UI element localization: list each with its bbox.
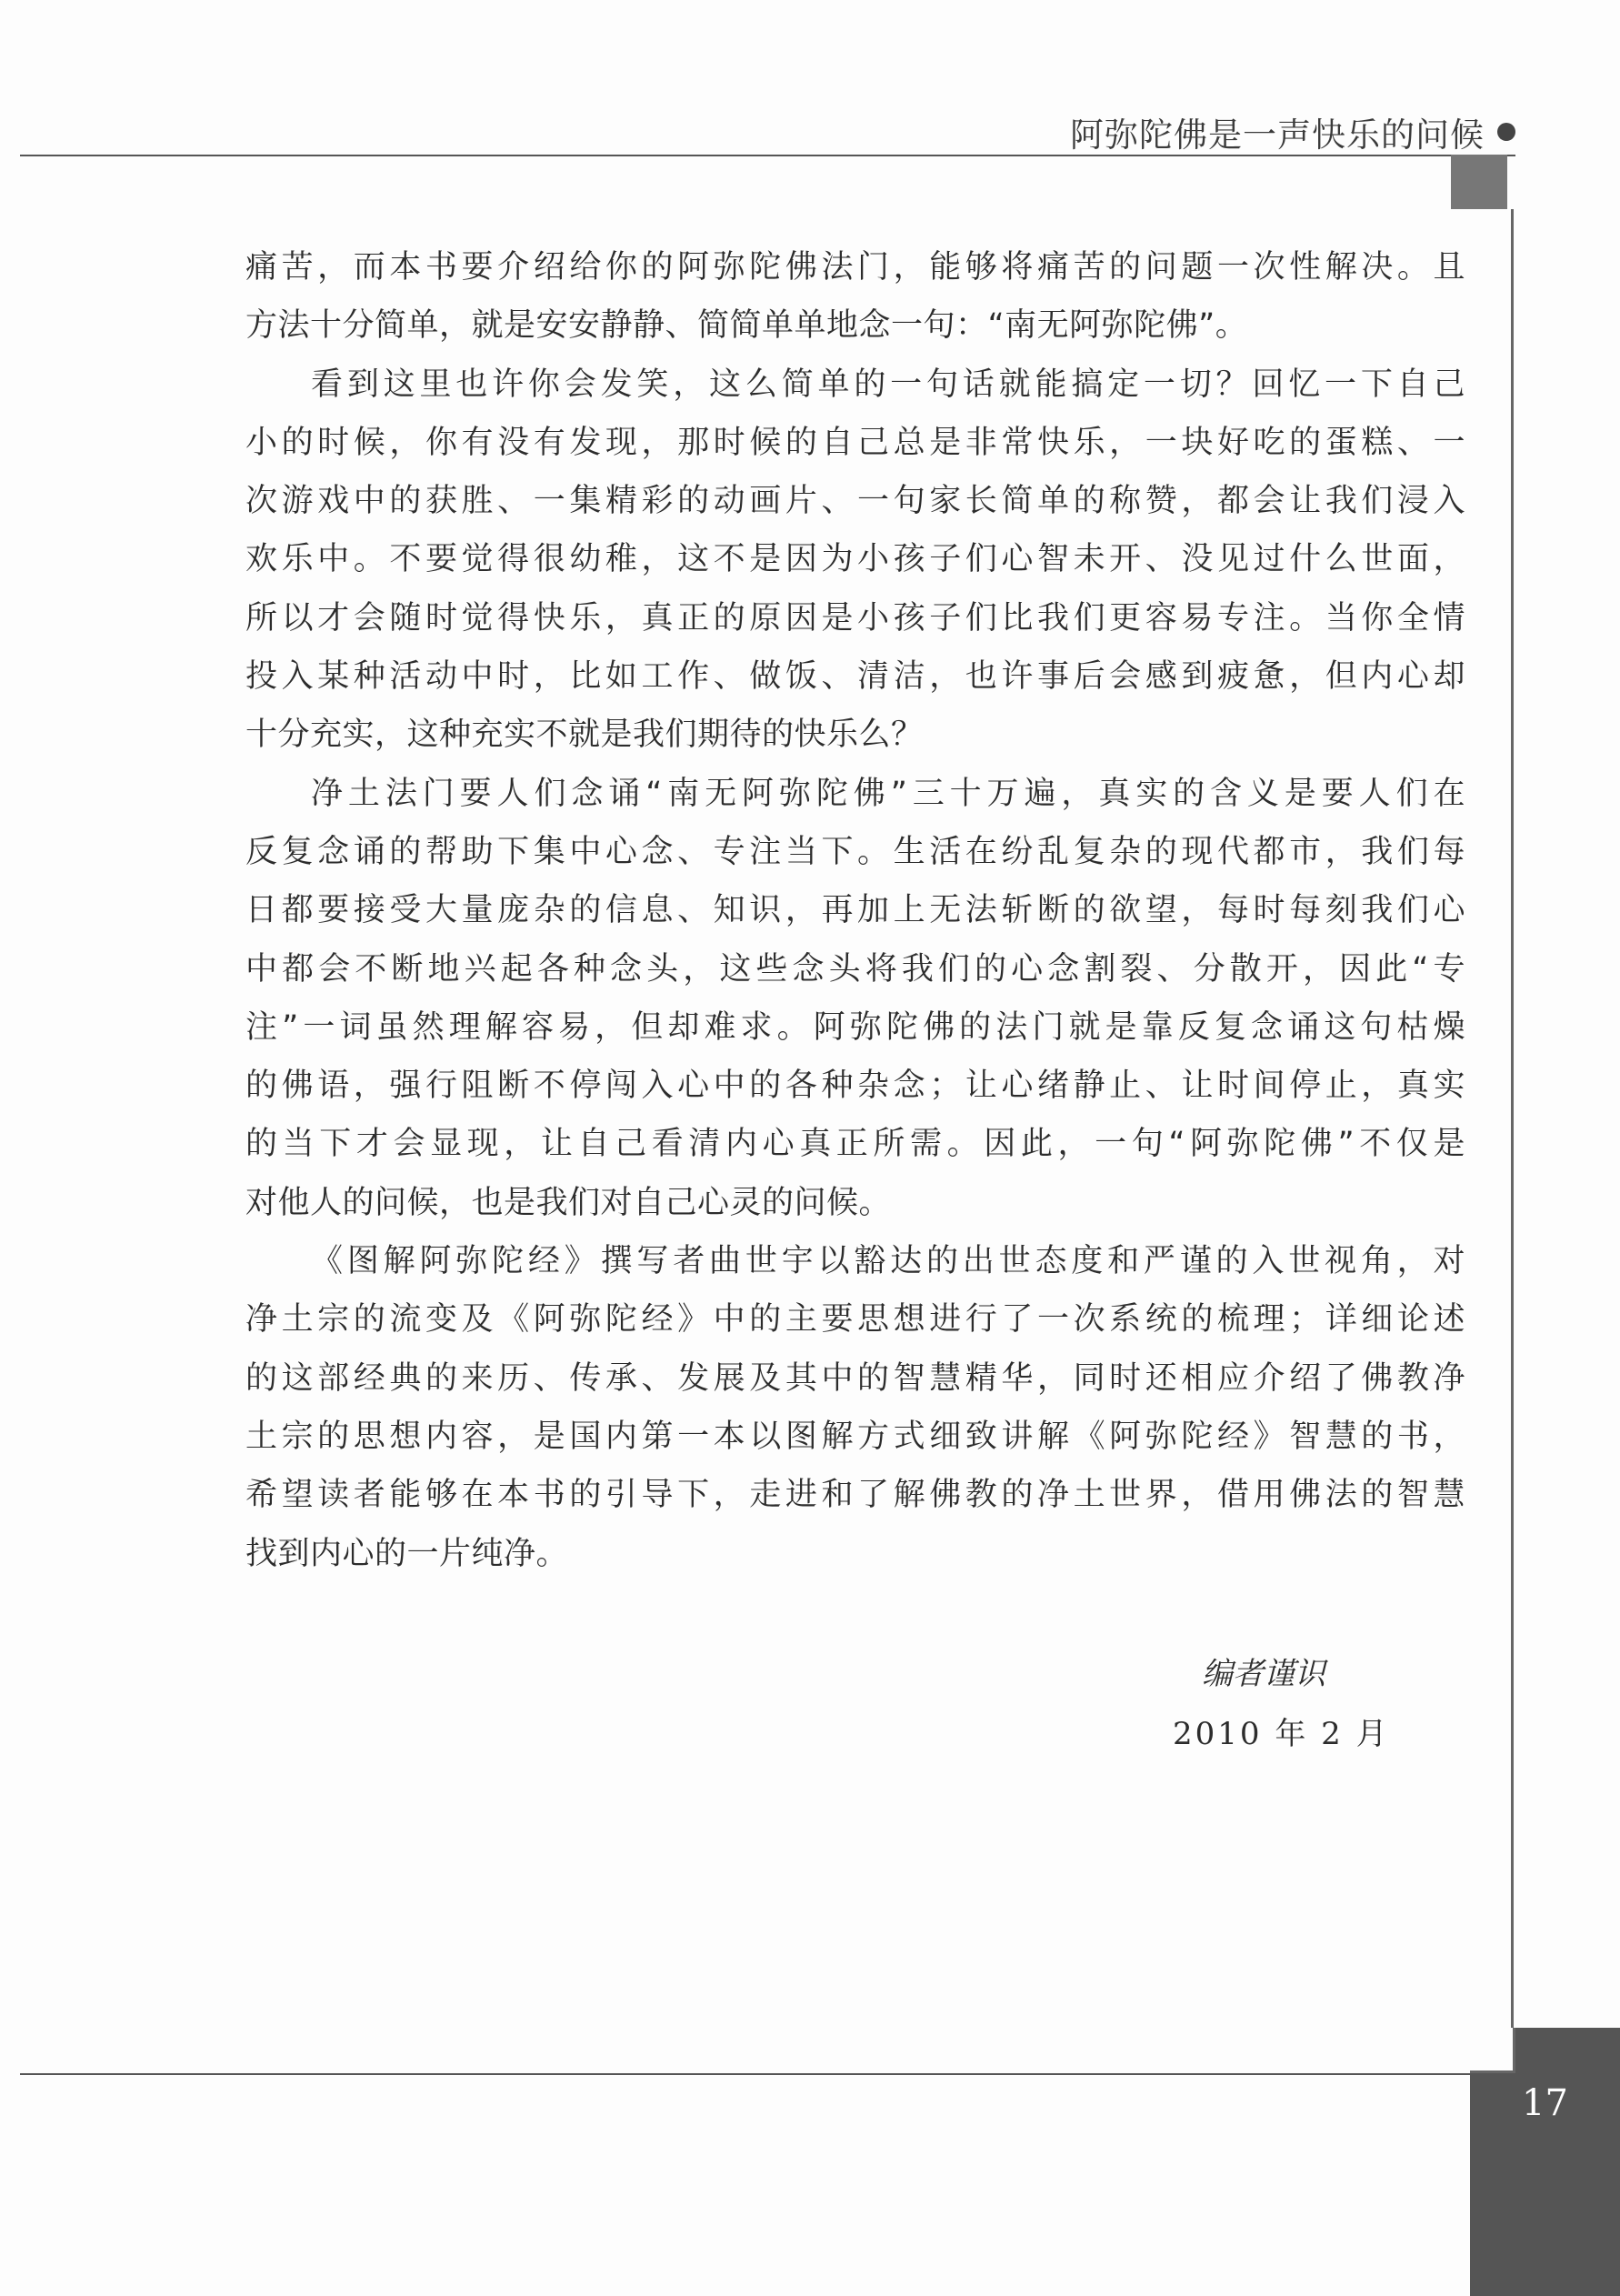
bullet-dot-icon [1497, 123, 1515, 141]
running-header [1070, 107, 1515, 156]
signoff [1173, 1644, 1390, 1764]
text-line: 的当下才会显现，让自己看清内心真正所需。因此，一句“阿弥陀佛”不仅是 [245, 1126, 1465, 1163]
text-line: 找到内心的一片纯净。 [245, 1535, 569, 1572]
text-line: 《图解阿弥陀经》撰写者曲世宇以豁达的出世态度和严谨的入世视角，对 [311, 1243, 1465, 1280]
text-line: 所以才会随时觉得快乐，真正的原因是小孩子们比我们更容易专注。当你全情 [245, 599, 1465, 637]
text-line: 对他人的问候，也是我们对自己心灵的问候。 [245, 1184, 892, 1221]
text-line: 中都会不断地兴起各种念头，这些念头将我们的心念割裂、分散开，因此“专 [245, 950, 1465, 988]
paragraph-1 [245, 238, 1465, 356]
text-line: 反复念诵的帮助下集中心念、专注当下。生活在纷乱复杂的现代都市，我们每 [245, 833, 1465, 870]
text-line: 欢乐中。不要觉得很幼稚，这不是因为小孩子们心智未开、没见过什么世面， [245, 541, 1465, 578]
header-rule [20, 155, 1515, 156]
text-line: 方法十分简单，就是安安静静、简简单单地念一句：“南无阿弥陀佛”。 [245, 307, 1248, 345]
text-line: 净土法门要人们念诵“南无阿弥陀佛”三十万遍，真实的含义是要人们在 [311, 775, 1465, 812]
text-line: 投入某种活动中时，比如工作、做饭、清洁，也许事后会感到疲惫，但内心却 [245, 658, 1465, 696]
text-line: 小的时候，你有没有发现，那时候的自己总是非常快乐，一块好吃的蛋糕、一 [245, 424, 1465, 461]
side-rule [1511, 209, 1514, 2055]
paragraph-3 [245, 765, 1465, 1232]
text-line: 十分充实，这种充实不就是我们期待的快乐么？ [245, 717, 924, 754]
header-corner-block [1451, 155, 1507, 209]
text-line: 的佛语，强行阻断不停闯入心中的各种杂念；让心绪静止、让时间停止，真实 [245, 1068, 1465, 1105]
text-line: 土宗的思想内容，是国内第一本以图解方式细致讲解《阿弥陀经》智慧的书， [245, 1418, 1465, 1455]
text-line: 痛苦，而本书要介绍给你的阿弥陀佛法门，能够将痛苦的问题一次性解决。且 [245, 249, 1465, 286]
text-line: 净土宗的流变及《阿弥陀经》中的主要思想进行了一次系统的梳理；详细论述 [245, 1301, 1465, 1338]
text-line: 日都要接受大量庞杂的信息、知识，再加上无法斩断的欲望，每时每刻我们心 [245, 892, 1465, 929]
running-header-title: 阿弥陀佛是一声快乐的问候 [1070, 115, 1485, 155]
footer-corner-notch [1470, 2028, 1515, 2073]
text-line: 看到这里也许你会发笑，这么简单的一句话就能搞定一切？回忆一下自己 [311, 366, 1465, 403]
signoff-date: 2010 年 2 月 [1173, 1716, 1390, 1752]
text-line: 次游戏中的获胜、一集精彩的动画片、一句家长简单的称赞，都会让我们浸入 [245, 483, 1465, 520]
page-number: 17 [1522, 2082, 1568, 2124]
paragraph-2 [245, 356, 1465, 765]
footer-rule [20, 2073, 1515, 2075]
text-line: 的这部经典的来历、传承、发展及其中的智慧精华，同时还相应介绍了佛教净 [245, 1359, 1465, 1397]
text-line: 注”一词虽然理解容易，但却难求。阿弥陀佛的法门就是靠反复念诵这句枯燥 [245, 1008, 1465, 1046]
text-line: 希望读者能够在本书的引导下，走进和了解佛教的净土世界，借用佛法的智慧 [245, 1477, 1465, 1514]
body-text [245, 238, 1465, 1583]
paragraph-4 [245, 1232, 1465, 1583]
signoff-author: 编者谨识 [1202, 1656, 1325, 1692]
